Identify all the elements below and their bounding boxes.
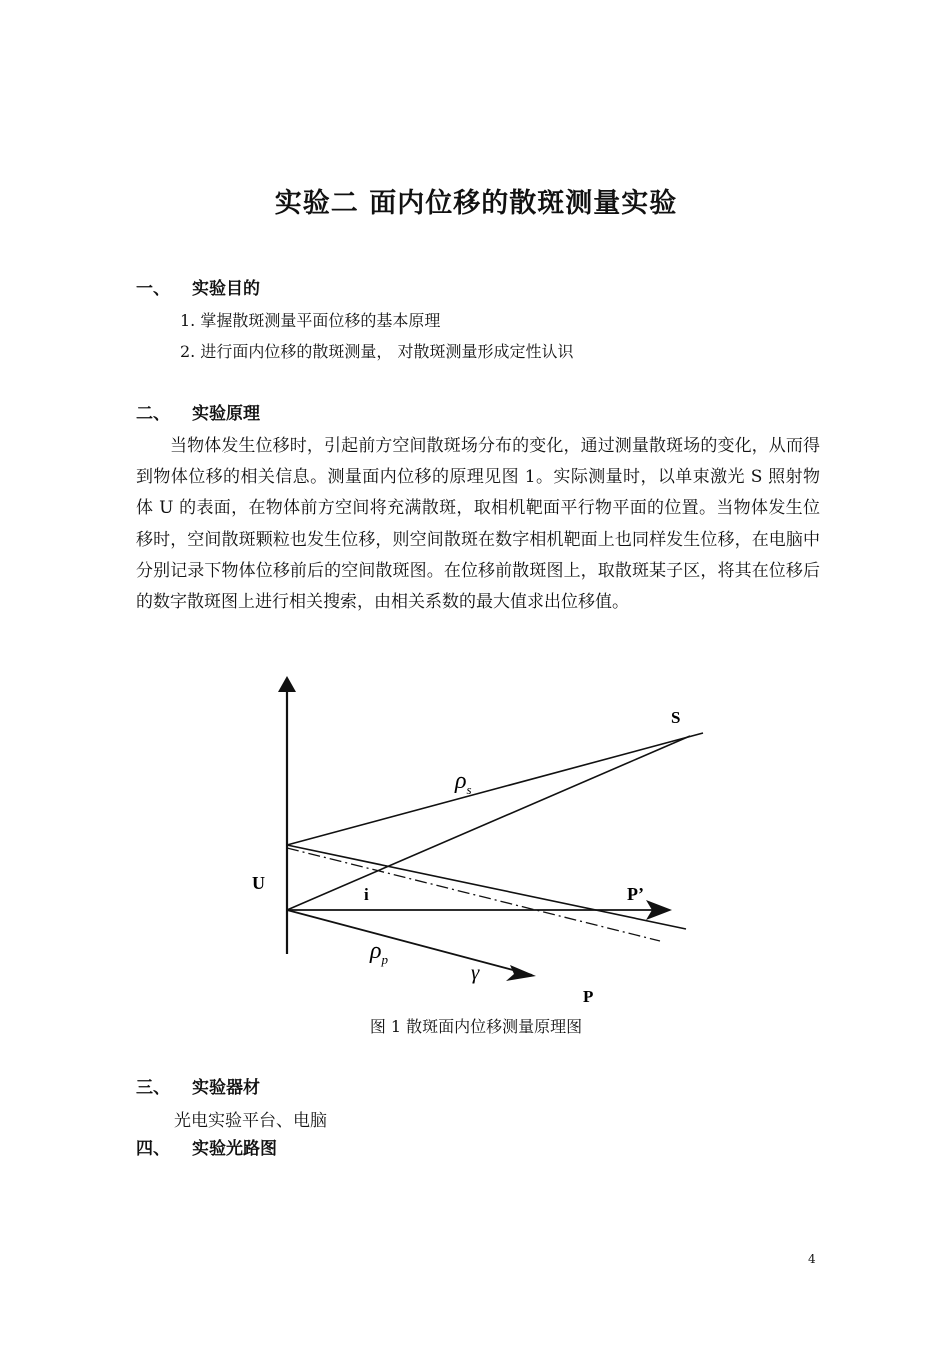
section-heading-4 — [136, 1137, 277, 1161]
label-i: i — [364, 885, 369, 904]
gamma-arrowhead-icon — [506, 965, 536, 981]
label-s: S — [671, 708, 681, 727]
figure-caption: 图 1 散斑面内位移测量原理图 — [369, 1017, 583, 1036]
equipment-text: 光电实验平台、电脑 — [174, 1111, 327, 1131]
section-number: 三、 — [136, 1078, 170, 1098]
gamma-arrow — [287, 910, 532, 975]
section-heading-1 — [136, 277, 260, 301]
label-rho-s: $\rho_s$ — [455, 768, 472, 797]
label-rho-p: $\rho_p$ — [370, 938, 389, 967]
section-number: 二、 — [136, 404, 170, 424]
objective-item: 2. 进行面内位移的散斑测量， 对散斑测量形成定性认识 — [180, 342, 574, 361]
section-number: 一、 — [136, 279, 170, 299]
principle-paragraph: 当物体发生位移时，引起前方空间散斑场分布的变化，通过测量散斑场的变化，从而得 到物体位移的相关信息。测量面内位移的原理见图 1。实际测量时，以单束激光 S 照射物体 U 的表面，在物体前方空间将充满散斑，取相机靶面平行物平面的位置。当物体发生位移时，空间散斑颗粒也发生位移，则空间散斑在数字相机靶面上也同样发生位移，在电脑中分别记录下物体位移前后的空间散斑图。在位移前散斑图上，取散斑某子区，将其在位移后的数字散斑图上进行相关搜索，由相关系数的最大值求出位移值。 — [136, 436, 820, 613]
section-title: 实验目的 — [192, 279, 260, 299]
objective-item: 1. 掌握散斑测量平面位移的基本原理 — [180, 311, 441, 330]
section-heading-2 — [136, 402, 260, 426]
document-title: 实验二 面内位移的散斑测量实验 — [274, 188, 678, 219]
section-heading-3 — [136, 1076, 260, 1100]
label-p-prime: P’ — [627, 884, 644, 904]
label-u: U — [252, 873, 265, 893]
section-title: 实验光路图 — [192, 1139, 277, 1159]
label-gamma: γ — [471, 960, 480, 984]
dash-dot-line — [287, 848, 660, 941]
rho-s-line — [287, 733, 703, 845]
page-number: 4 — [808, 1252, 816, 1266]
axis-arrow-icon — [278, 676, 296, 692]
speckle-principle-diagram — [240, 668, 710, 1013]
section-title: 实验原理 — [192, 404, 260, 424]
section-number: 四、 — [136, 1139, 170, 1159]
label-p: P — [583, 987, 594, 1006]
section-title: 实验器材 — [192, 1078, 260, 1098]
